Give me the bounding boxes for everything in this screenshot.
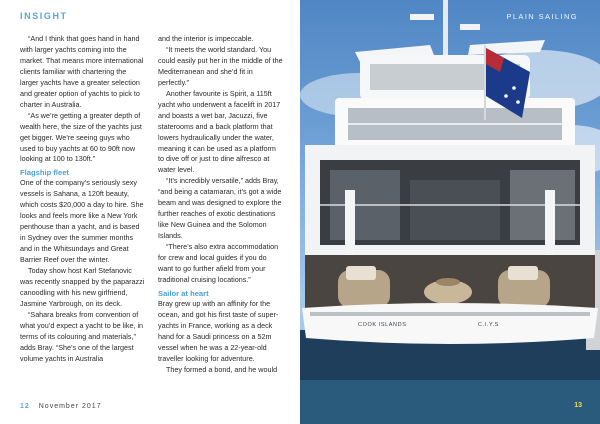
paragraph: “As we’re getting a greater depth of wealth here, the size of the yachts just get bigger. We’re seeing guys who used to buy yachts at 60 to 90ft now looking at 100 to 130ft.” [20,110,142,164]
paragraph: “It’s incredibly versatile,” adds Bray, “and being a catamaran, it’s got a wide beam and was designed to explore the further reaches of exotic destinations like New Guinea and the Solomon Islands. [158,176,282,241]
text-column-1 [20,34,145,365]
paragraph: “It meets the world standard. You could easily put her in the middle of the Mediterranean and she’d fit in perfectly.” [158,44,283,87]
page-footer [20,403,102,410]
paragraph: Today show host Karl Stefanovic was recently snapped by the paparazzi canoodling with his new girlfriend, Jasmine Yarbrough, on its deck. [20,266,145,308]
paragraph: “There’s also extra accommodation for crew and local guides if you do want to go further afield from your traditional cruising locations.” [158,242,279,284]
subheading: Sailor at heart [158,288,209,298]
paragraph: They formed a bond, and he would [166,364,278,374]
paragraph: “Sahara breaks from convention of what you’d expect a yacht to be like, in terms of its colouring and materials,” adds Bray. “She’s one of the largest volume yachts in Australia [20,309,144,363]
text-column-2 [158,34,283,376]
paragraph: “And I think that goes hand in hand with larger yachts coming into the market. That means more international clients familiar with chartering the larger yachts have a greater selection and greater option of yachts to pick to charter in Australia. [20,34,144,109]
subheading: Flagship fleet [20,168,69,178]
paragraph: One of the company’s seriously sexy vessels is Sahana, a 120ft beauty, which costs $20,000 a day to hire. She looks and feels more like a New York penthouse than a yacht, and is based in Sydney over the summer months and in the Whitsundays and Great Barrier Reef over the winter. [20,178,144,265]
issue-date: November 2017 [38,403,102,410]
yacht-photo [300,0,600,424]
section-label: INSIGHT [20,11,68,21]
hull-lettering: COOK ISLANDS [358,322,407,328]
yacht-illustration [300,0,600,424]
hull-lettering: C.I.Y.S [478,322,499,328]
paragraph: Bray grew up with an affinity for the ocean, and got his first taste of super-yachts in France, working as a deck hand for a Saudi princess on a 52m vessel when he was a 22-year-old traveller looking for adventure. [158,298,279,363]
paragraph: and the interior is impeccable. [158,34,254,43]
page-number: 12 [20,403,30,410]
page-number-right: 13 [574,402,582,409]
section-label-right: PLAIN SAILING [506,12,578,21]
paragraph: Another favourite is Spirit, a 115ft yacht who underwent a facelift in 2017 and boasts a wet bar, Jacuzzi, five staterooms and a back platform that lowers hydraulically under the water, meaning it can be used as a platform to dive off or just to dine alfresco at water level. [158,88,281,175]
